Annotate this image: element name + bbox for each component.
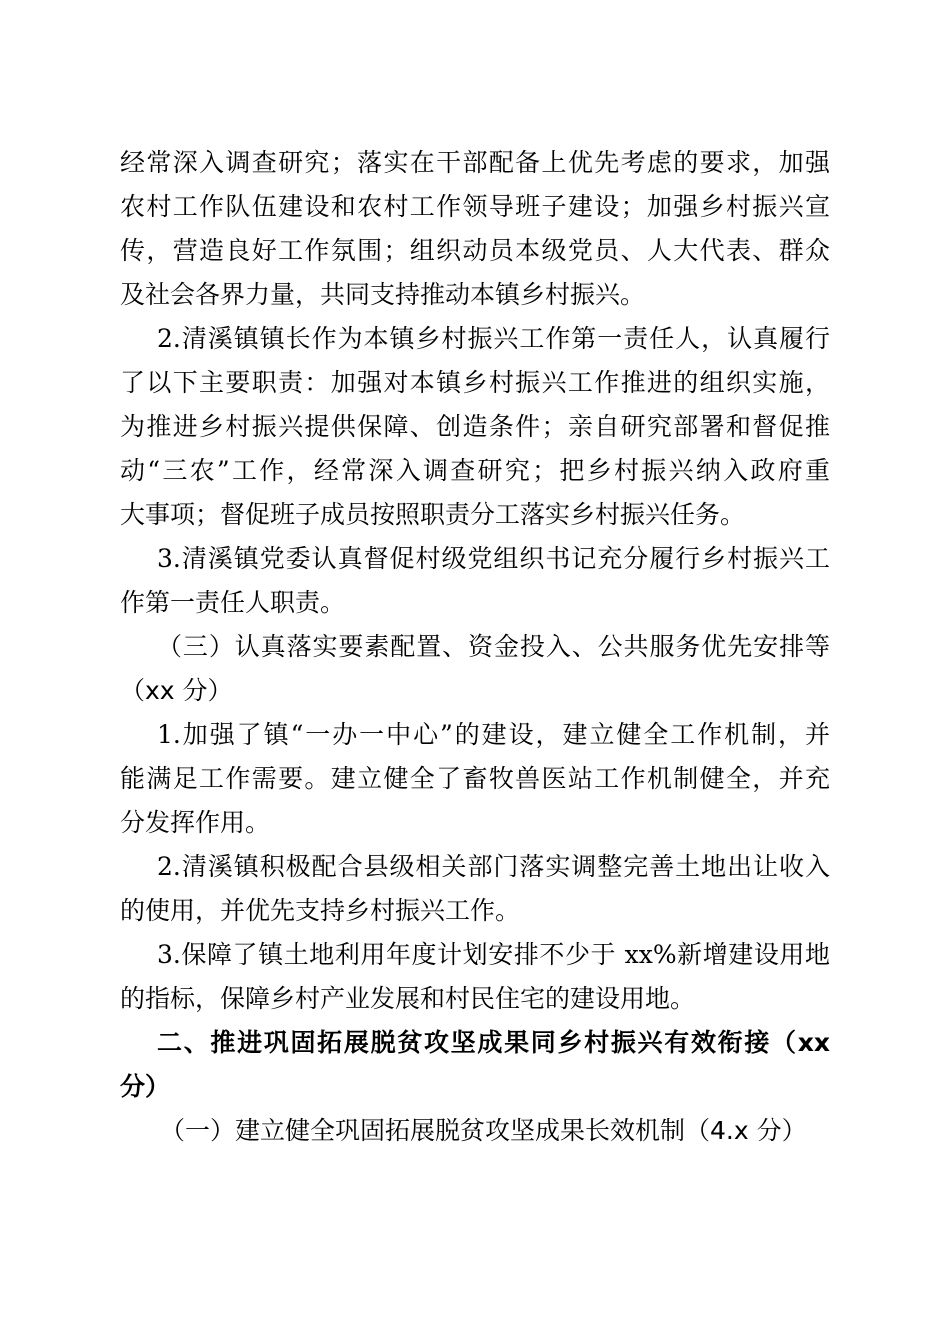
item-2b-line-2: 的使用，并优先支持乡村振兴工作。	[120, 896, 521, 925]
paragraph-1-line-3: 传，营造良好工作氛围；组织动员本级党员、人大代表、群众	[120, 236, 830, 265]
paragraph-1-line-2: 农村工作队伍建设和农村工作领导班子建设；加强乡村振兴宣	[120, 192, 830, 221]
item-3b-line-1: 3.保障了镇土地利用年度计划安排不少于 xx%新增建设用地	[157, 940, 830, 969]
paragraph-1-line-4: 及社会各界力量，共同支持推动本镇乡村振兴。	[120, 280, 646, 309]
item-1-line-1: 1.加强了镇“一办一中心”的建设，建立健全工作机制，并	[157, 720, 830, 749]
item-1-line-2: 能满足工作需要。建立健全了畜牧兽医站工作机制健全，并充	[120, 764, 830, 793]
item-3-line-2: 作第一责任人职责。	[120, 588, 346, 617]
paragraph-1-line-1: 经常深入调查研究；落实在干部配备上优先考虑的要求，加强	[120, 148, 830, 177]
item-2-line-3: 为推进乡村振兴提供保障、创造条件；亲自研究部署和督促推	[120, 412, 830, 441]
section-2-heading-line-1: 二、推进巩固拓展脱贫攻坚成果同乡村振兴有效衔接（xx	[157, 1028, 830, 1057]
item-3-line-1: 3.清溪镇党委认真督促村级党组织书记充分履行乡村振兴工	[157, 544, 830, 573]
item-1-line-3: 分发挥作用。	[120, 808, 271, 837]
item-3b-line-2: 的指标，保障乡村产业发展和村民住宅的建设用地。	[120, 984, 696, 1013]
section-3-heading-line-1: （三）认真落实要素配置、资金投入、公共服务优先安排等	[157, 632, 830, 661]
section-3-heading-line-2: （xx 分）	[120, 676, 233, 705]
item-2-line-4: 动“三农”工作，经常深入调查研究；把乡村振兴纳入政府重	[120, 456, 830, 485]
subsection-1-heading: （一）建立健全巩固拓展脱贫攻坚成果长效机制（4.x 分）	[160, 1116, 807, 1145]
section-2-heading-line-2: 分）	[120, 1072, 171, 1101]
item-2-line-1: 2.清溪镇镇长作为本镇乡村振兴工作第一责任人，认真履行	[157, 324, 830, 353]
item-2-line-2: 了以下主要职责：加强对本镇乡村振兴工作推进的组织实施，	[120, 368, 830, 397]
item-2-line-5: 大事项；督促班子成员按照职责分工落实乡村振兴任务。	[120, 500, 746, 529]
item-2b-line-1: 2.清溪镇积极配合县级相关部门落实调整完善土地出让收入	[157, 852, 830, 881]
